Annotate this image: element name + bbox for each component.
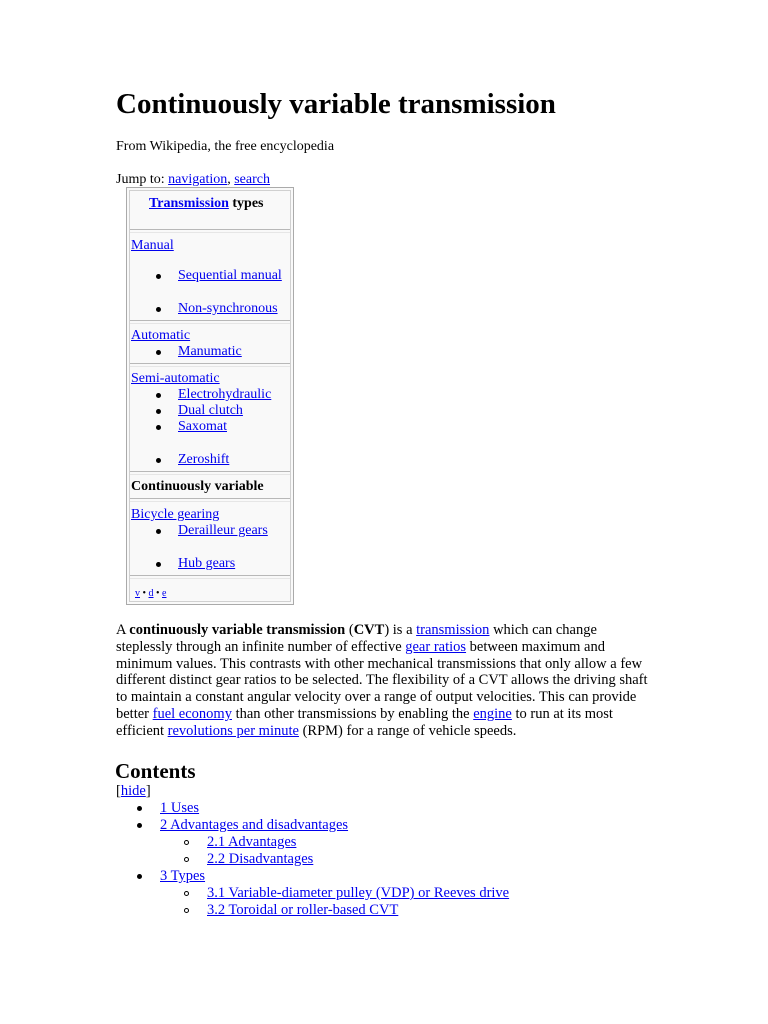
semi-automatic-link[interactable]: Semi-automatic [131, 371, 220, 386]
toc-hide-link[interactable]: hide [120, 783, 146, 799]
toc-bullet [137, 874, 142, 879]
bullet [156, 425, 161, 430]
text: ) is a [384, 622, 417, 638]
edit-template-link[interactable]: e [162, 588, 167, 599]
separator [130, 229, 290, 233]
hub-gears-link[interactable]: Hub gears [178, 556, 236, 571]
jump-search-link[interactable]: search [234, 172, 270, 187]
separator [130, 320, 290, 324]
vde-links [135, 586, 166, 603]
vde-separator: • [153, 588, 163, 599]
jump-to [116, 171, 270, 188]
bold-term: CVT [353, 622, 385, 638]
separator [130, 363, 290, 367]
toc-subbullet [184, 857, 189, 862]
toc-item-advantages[interactable]: 2.1 Advantages [207, 834, 297, 850]
toc-bullet [137, 823, 142, 828]
rpm-link[interactable]: revolutions per minute [167, 722, 299, 739]
non-synchronous-link[interactable]: Non-synchronous [178, 301, 278, 316]
bullet [156, 562, 161, 567]
saxomat-link[interactable]: Saxomat [178, 419, 227, 434]
gear-ratios-link[interactable]: gear ratios [405, 638, 467, 655]
manumatic-link[interactable]: Manumatic [178, 344, 242, 359]
bold-term: continuously variable transmission [129, 622, 346, 638]
continuously-variable-label: Continuously variable [131, 479, 264, 494]
transmission-link[interactable]: Transmission [149, 196, 229, 211]
bullet [156, 409, 161, 414]
bicycle-gearing-link[interactable]: Bicycle gearing [131, 507, 220, 522]
toc-item-disadvantages[interactable]: 2.2 Disadvantages [207, 851, 314, 867]
text: than other transmissions by enabling the [231, 705, 474, 722]
text: ( [345, 622, 354, 638]
toc-item-toroidal-cvt[interactable]: 3.2 Toroidal or roller-based CVT [207, 902, 399, 918]
jump-navigation-link[interactable]: navigation [168, 172, 228, 187]
contents-heading: Contents [115, 759, 196, 783]
toc-item-vdp-reeves-drive[interactable]: 3.1 Variable-diameter pulley (VDP) or Reeves drive [207, 885, 510, 901]
toc-bullet [137, 806, 142, 811]
bullet [156, 350, 161, 355]
manual-link[interactable]: Manual [131, 238, 174, 253]
bracket: ] [145, 783, 151, 799]
electrohydraulic-link[interactable]: Electrohydraulic [178, 387, 272, 402]
engine-link[interactable]: engine [473, 705, 512, 722]
derailleur-gears-link[interactable]: Derailleur gears [178, 523, 268, 538]
toc-item-uses[interactable]: 1 Uses [160, 800, 200, 816]
text: which can change steplessly through an infinite number of effective [116, 622, 597, 655]
text: to run at its most efficient [116, 705, 613, 739]
transmission-article-link[interactable]: transmission [416, 622, 490, 638]
toc-item-advantages-and-disadvantages[interactable]: 2 Advantages and disadvantages [160, 817, 349, 833]
transmission-types-navbox [126, 187, 294, 605]
page-title: Continuously variable transmission [116, 88, 556, 120]
toc-toggle [116, 783, 151, 800]
vde-separator: • [140, 588, 149, 599]
bullet [156, 274, 161, 279]
separator [130, 498, 290, 502]
bullet [156, 458, 161, 463]
toc-item-types[interactable]: 3 Types [160, 868, 206, 884]
jump-separator: , [227, 172, 235, 187]
bullet [156, 307, 161, 312]
discuss-template-link[interactable]: d [148, 588, 154, 599]
separator [130, 575, 290, 579]
toc-subbullet [184, 891, 189, 896]
text: A [116, 622, 130, 638]
fuel-economy-link[interactable]: fuel economy [152, 705, 232, 722]
dual-clutch-link[interactable]: Dual clutch [178, 403, 243, 418]
navbox-header [149, 196, 264, 213]
tagline: From Wikipedia, the free encyclopedia [116, 139, 335, 154]
toc-subbullet [184, 840, 189, 845]
intro-paragraph [116, 622, 656, 740]
bullet [156, 529, 161, 534]
text: between maximum and minimum values. This contrasts with other mechanical transmissions that only allow a few different distinct gear ratios to be selected. The flexibility of a CVT allows the driving shaft to maintain a constant angular velocity over a range of output velocities. This can provide better [116, 638, 648, 722]
navbox-header-suffix: types [228, 196, 264, 211]
view-template-link[interactable]: v [135, 588, 140, 599]
sequential-manual-link[interactable]: Sequential manual [178, 268, 282, 283]
toc-subbullet [184, 908, 189, 913]
bullet [156, 393, 161, 398]
automatic-link[interactable]: Automatic [131, 328, 191, 343]
zeroshift-link[interactable]: Zeroshift [178, 452, 230, 467]
separator [130, 471, 290, 475]
bracket: [ [116, 783, 121, 799]
jump-to-label: Jump to: [116, 172, 169, 187]
text: (RPM) for a range of vehicle speeds. [298, 722, 517, 739]
